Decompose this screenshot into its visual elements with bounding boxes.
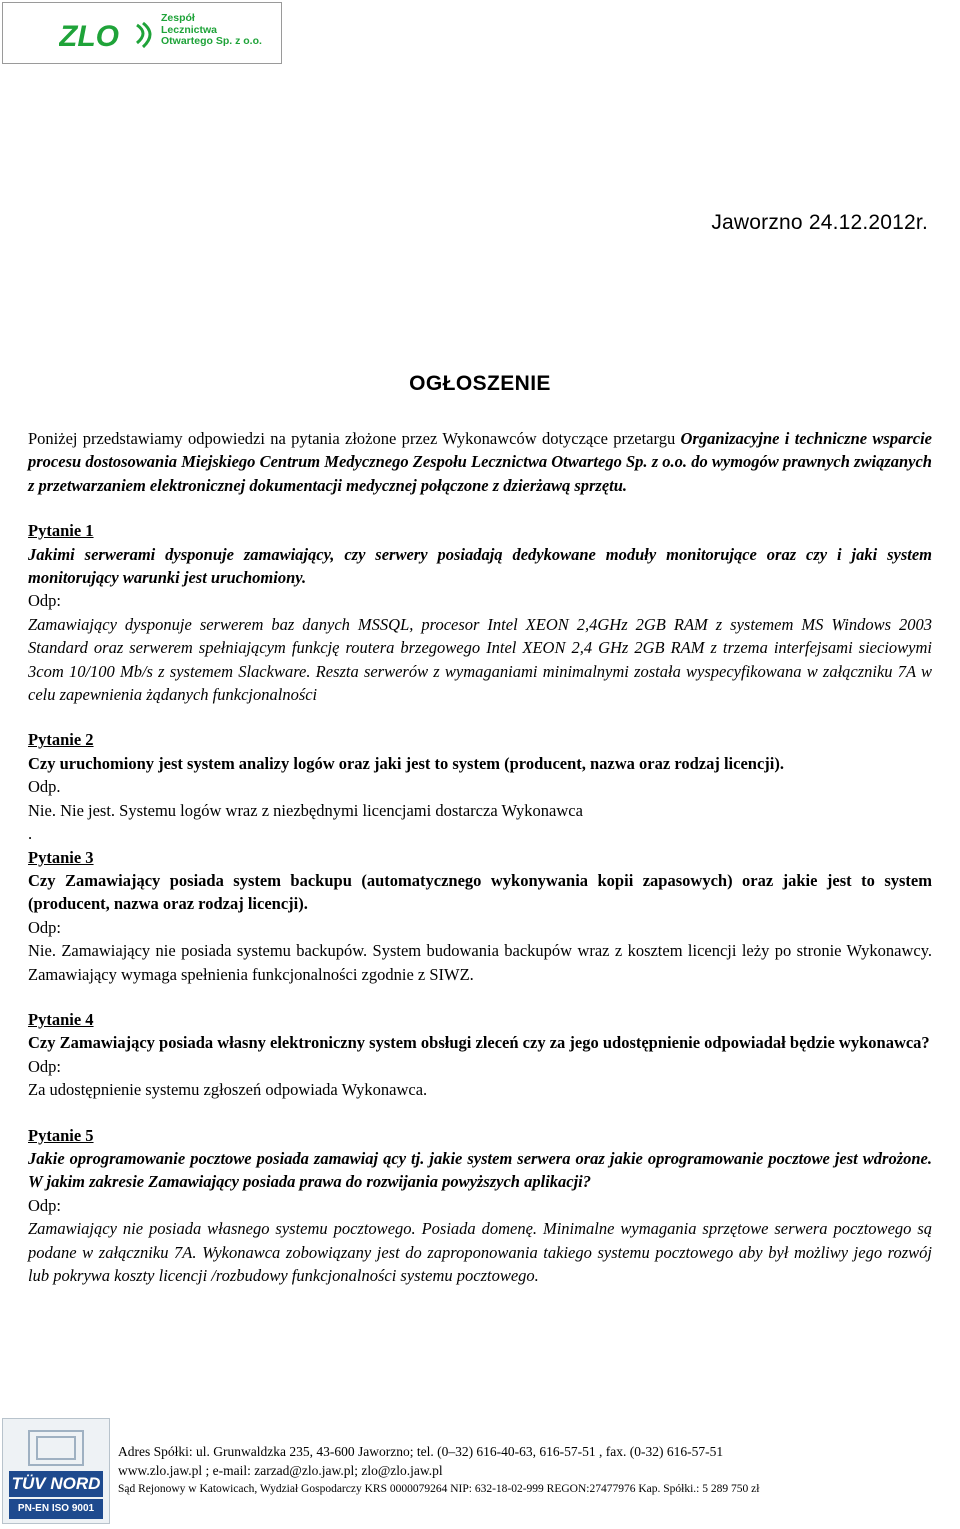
company-logo [2,2,282,64]
answer-label: Odp: [28,917,61,937]
answer-text: Za udostępnienie systemu zgłoszeń odpowiada Wykonawca. [28,1080,428,1100]
question-block-2 [28,728,932,845]
question-text: Czy Zamawiający posiada własny elektroniczny system obsługi zleceń czy za jego udostępnienie odpowiadał będzie wykonawca? [28,1033,930,1053]
intro-tender-name: Organizacyjne i techniczne wsparcie procesu dostosowania Miejskiego Centrum Medycznego Zespołu Lecznictwa Otwartego Sp. z o.o. do wymogów prawnych związanych z przetwarzaniem elektronicznej dokumentacji medycznej połączone z dzierżawą sprzętu. [28,429,932,495]
badge-certificate: PN-EN ISO 9001 [9,1499,103,1519]
badge-brand: TÜV NORD [9,1471,103,1497]
answer-label: Odp. [28,777,61,797]
answer-text: Zamawiający nie posiada własnego systemu pocztowego. Posiada domenę. Minimalne wymagania sprzętowe serwera pocztowego są podane w załączniku 7A. Wykonawca zobowiązany jest do zaproponowania takiego systemu pocztowego aby był możliwy jego rozwój lub pokrywa koszty licencji /rozbudowy funkcjonalności systemu pocztowego. [28,1219,932,1285]
question-label: Pytanie 2 [28,730,94,750]
footer-address: Adres Spółki: ul. Grunwaldzka 235, 43-600 Jaworzno; tel. (0–32) 616-40-63, 616-57-51 , fax. (0-32) 616-57-51 [118,1444,724,1459]
intro-paragraph [28,427,932,497]
logo-brand: ZLO [59,20,119,53]
answer-text: Nie. Nie jest. Systemu logów wraz z niezbędnymi licencjami dostarcza Wykonawca [28,800,583,820]
answer-label: Odp: [28,1056,61,1076]
answer-text: Nie. Zamawiający nie posiada systemu backupów. System budowania backupów wraz z kosztem licencji leży po stronie Wykonawcy. Zamawiający wymaga spełnienia funkcjonalności zgodnie z SIWZ. [28,941,932,984]
question-text: Czy Zamawiający posiada system backupu (automatycznego wykonywania kopii zapasowych) oraz jakie jest to system (producent, nazwa oraz rodzaj licencji). [28,870,932,914]
intro-text: Poniżej przedstawiamy odpowiedzi na pytania złożone przez Wykonawców dotyczące przetargu [28,429,681,448]
question-label: Pytanie 5 [28,1125,94,1145]
footer-registration: Sąd Rejonowy w Katowicach, Wydział Gospodarczy KRS 0000079264 NIP: 632-18-02-999 REGON:27477976 Kap. Spółki.: 5 289 750 zł [118,1483,760,1495]
document-date: Jaworzno 24.12.2012r. [711,211,928,234]
question-text: Czy uruchomiony jest system analizy logów oraz jaki jest to system (producent, nazwa oraz rodzaj licencji). [28,753,784,773]
document-body [28,427,932,1287]
answer-text: Zamawiający dysponuje serwerem baz danych MSSQL, procesor Intel XEON 2,4GHz 2GB RAM z systemem MS Windows 2003 Standard oraz serwerem spełniającym funkcję routera brzegowego Intel XEON 2,4 GHz 2GB RAM z trzema interfejsami sieciowymi 3com 10/100 Mb/s z systemem Slackware. Reszta serwerów z wymaganiami minimalnymi została wyspecyfikowana w załączniku 7A w celu zapewnienia żądanych funkcjonalności [28,614,932,705]
logo-line-2: Lecznictwa [161,23,218,36]
question-block-5 [28,1124,932,1288]
question-label: Pytanie 3 [28,847,94,867]
logo-line-3: Otwartego Sp. z o.o. [161,35,262,47]
certification-badge [2,1418,110,1524]
answer-label: Odp: [28,1195,61,1215]
question-block-4 [28,1008,932,1102]
answer-label: Odp: [28,591,61,611]
question-text: Jakie oprogramowanie pocztowe posiada zamawiaj ący tj. jakie system serwera oraz jakie oprogramowanie pocztowe jest wdrożone. W jakim zakresie Zamawiający posiada prawa do rozwijania powyższych aplikacji? [28,1148,932,1192]
question-label: Pytanie 4 [28,1009,94,1029]
zlo-logo-mark [59,15,155,55]
question-block-1 [28,519,932,706]
document-title: OGŁOSZENIE [409,372,551,395]
logo-line-1: Zespół [161,12,195,24]
question-label: Pytanie 1 [28,521,94,541]
footer-web-email: www.zlo.jaw.pl ; e-mail: zarzad@zlo.jaw.pl; zlo@zlo.jaw.pl [118,1463,443,1478]
question-text: Jakimi serwerami dysponuje zamawiający, czy serwery posiadają dedykowane moduły monitorujące oraz czy i jaki system monitorujący warunki jest uruchomiony. [28,544,932,588]
footer-contact [118,1442,759,1499]
logo-text [161,13,262,48]
answer-trailing: . [28,824,33,844]
tuv-mark-icon [23,1427,89,1469]
question-block-3 [28,846,932,986]
